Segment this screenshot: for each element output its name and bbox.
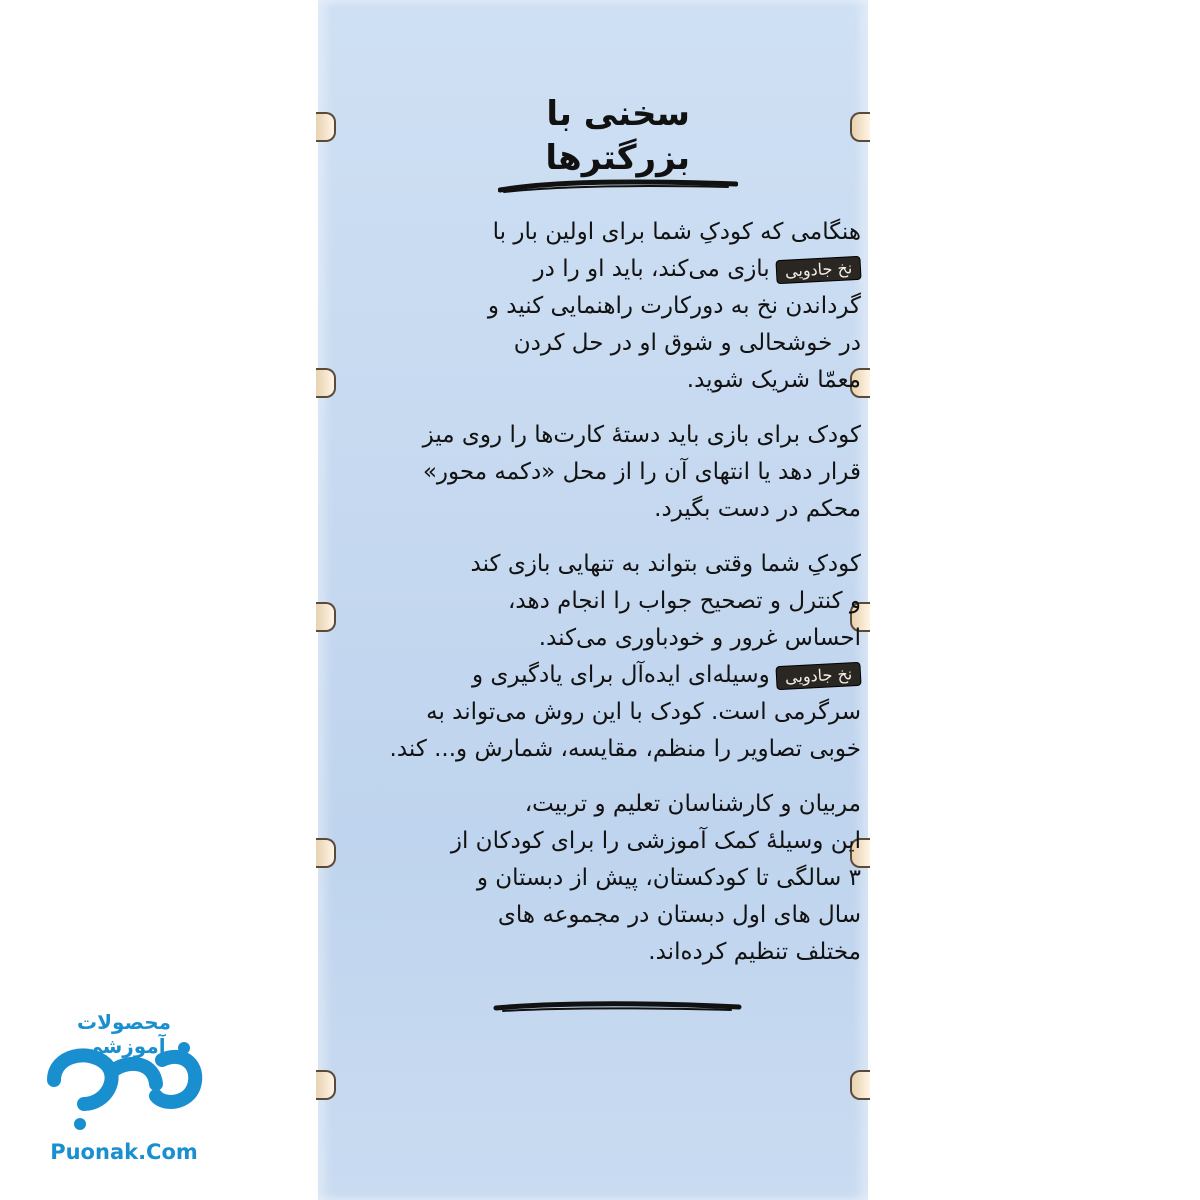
paragraph-line: قرار دهد یا انتهای آن را از محل «دکمه محور» <box>422 459 861 485</box>
paragraph-line <box>326 657 861 694</box>
logo-mark-text: پونک <box>112 1089 136 1103</box>
paragraph-line: سال های اول دبستان در مجموعه های <box>497 902 861 928</box>
puonak-logo-icon <box>44 1040 204 1132</box>
paragraph-line: مختلف تنظیم کرده‌اند. <box>648 939 861 965</box>
paragraph-line: هنگامی که کودکِ شما برای اولین بار با <box>492 219 861 245</box>
card-notch <box>850 1070 870 1100</box>
paragraph-line: این وسیلهٔ کمک آموزشی را برای کودکان از <box>450 828 861 854</box>
magic-thread-badge: نخ جادویی <box>775 255 861 283</box>
card-notch <box>850 112 870 142</box>
paragraph-1 <box>326 214 861 399</box>
paragraph-line: کودک برای بازی باید دستهٔ کارت‌ها را روی میز <box>422 422 861 448</box>
title-line-2: بزرگترها <box>545 138 690 178</box>
instruction-card <box>318 0 868 1200</box>
paragraph-line: معمّا شریک شوید. <box>686 367 861 393</box>
paragraph-4 <box>326 786 861 971</box>
paragraph-line: و کنترل و تصحیح جواب را انجام دهد، <box>508 588 861 614</box>
title-line-1: سخنی با <box>546 94 690 134</box>
body-text <box>326 214 861 989</box>
paragraph-line: محکم در دست بگیرد. <box>654 496 861 522</box>
paragraph-line: احساس غرور و خودباوری می‌کند. <box>538 625 861 651</box>
paragraph-2 <box>326 417 861 528</box>
title-underline-decoration <box>498 178 738 196</box>
paragraph-line-text: وسیله‌ای ایده‌آل برای یادگیری و <box>471 662 770 688</box>
paragraph-line: مربیان و کارشناسان تعلیم و تربیت، <box>524 791 861 817</box>
paragraph-line: کودکِ شما وقتی بتواند به تنهایی بازی کند <box>470 551 861 577</box>
paragraph-line: ۳ سالگی تا کودکستان، پیش از دبستان و <box>476 865 861 891</box>
paragraph-line: خوبی تصاویر را منظم، مقایسه، شمارش و... کند. <box>389 736 861 762</box>
card-notch <box>316 1070 336 1100</box>
page-title <box>490 92 690 180</box>
magic-thread-badge: نخ جادویی <box>775 661 861 689</box>
paragraph-line: در خوشحالی و شوق او در حل کردن <box>513 330 861 356</box>
logo-url: Puonak.Com <box>50 1140 198 1164</box>
paragraph-3 <box>326 546 861 768</box>
paragraph-line-text: بازی می‌کند، باید او را در <box>533 256 770 282</box>
paragraph-line: سرگرمی است. کودک با این روش می‌تواند به <box>426 699 861 725</box>
brand-logo <box>34 1010 214 1170</box>
logo-tagline: محصولات آموزشی <box>76 1010 172 1058</box>
bottom-underline-decoration <box>493 998 743 1018</box>
paragraph-line: گرداندن نخ به دورکارت راهنمایی کنید و <box>487 293 861 319</box>
card-notch <box>316 112 336 142</box>
paragraph-line <box>326 251 861 288</box>
